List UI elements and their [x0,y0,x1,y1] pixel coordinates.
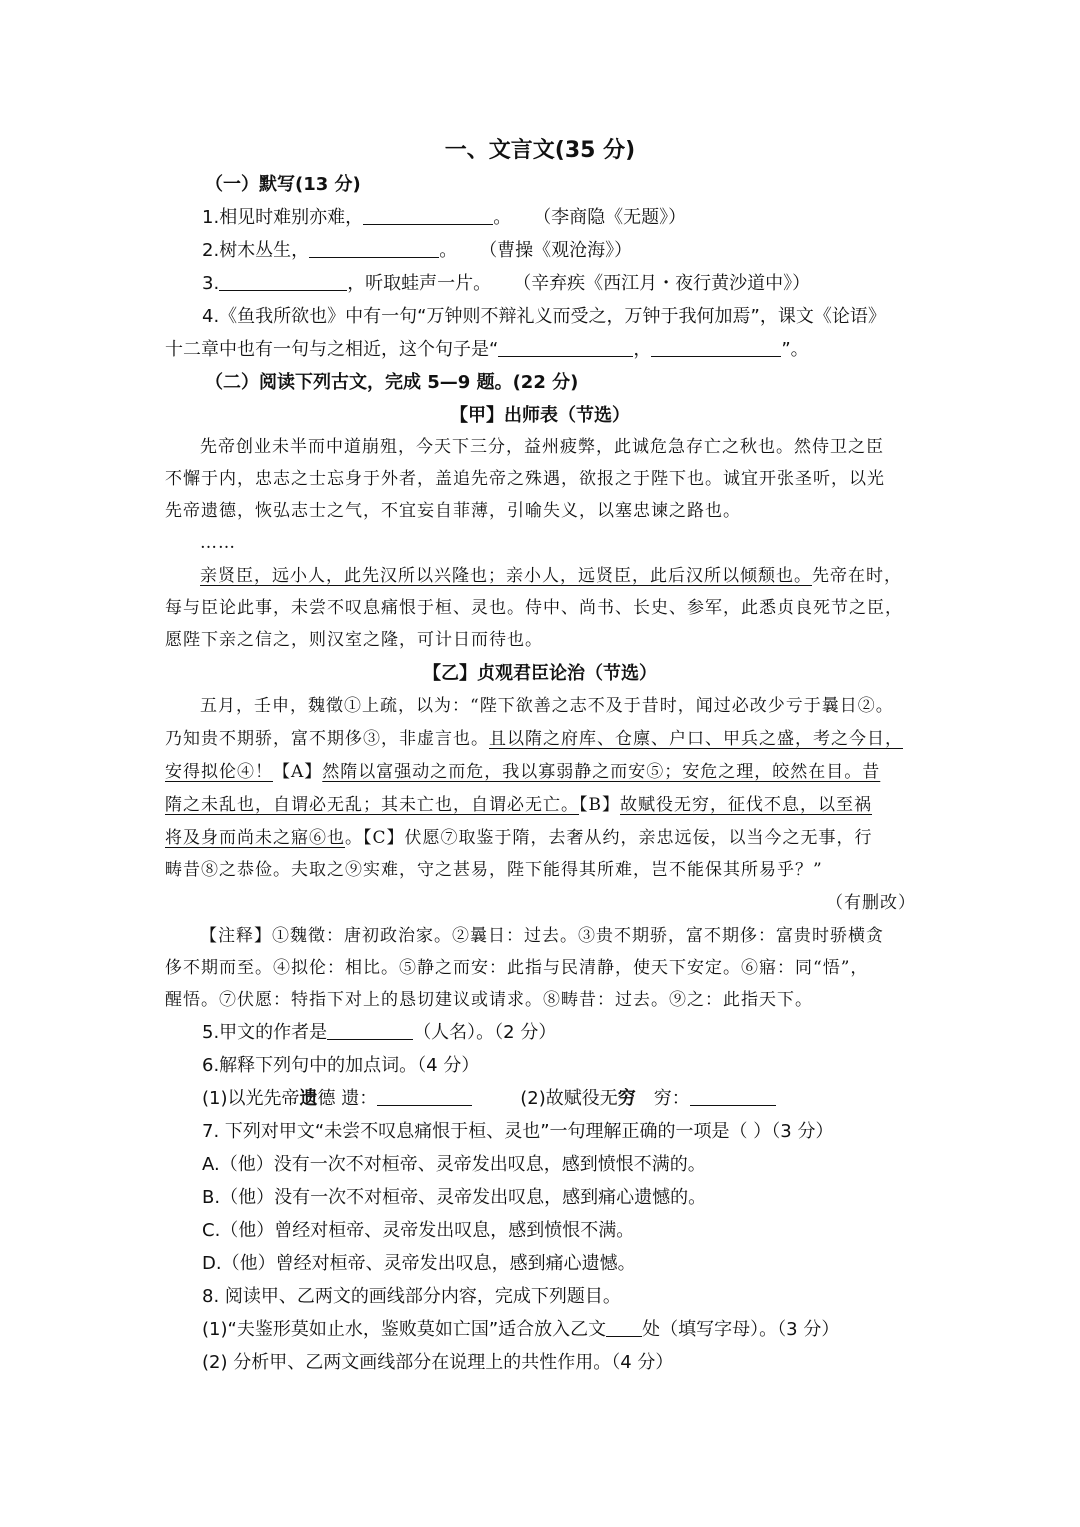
yi-underlined-3: 然隋以富强动之而危，我以寡弱静之而安⑤；安危之理，皎然在目。昔 [322,762,881,782]
annotation-line-3: 醒悟。⑦伏愿：特指下对上的恳切建议或请求。⑧畴昔：过去。⑨之：此指天下。 [165,990,813,1010]
q2-punct: 。 [439,240,458,261]
q1-text: 相见时难别亦难， [219,207,364,228]
marker-a: 【A】 [273,762,323,782]
yi-underlined-2: 安得拟伦④！ [165,762,273,782]
q6a-answer-blank[interactable] [377,1087,472,1106]
question-6-sub [202,1086,776,1112]
question-6: 6.解释下列句中的加点词。（4 分） [202,1055,480,1076]
passage-jia-line-1: 先帝创业未半而中道崩殂，今天下三分，益州疲弊，此诚危急存亡之秋也。然侍卫之臣 [200,437,884,457]
passage-yi-note: （有删改） [826,893,916,913]
passage-jia-para2-line-2: 每与臣论此事，未尝不叹息痛恨于桓、灵也。侍中、尚书、长史、参军，此悉贞良死节之臣， [165,598,903,618]
q3-text: ，听取蛙声一片。 [347,273,492,294]
passage-ellipsis: …… [200,533,236,553]
q8-1-text: (1)“夫鉴形莫如止水，鉴败莫如亡国”适合放入乙文 [202,1319,607,1340]
q2-number: 2. [202,240,220,261]
question-5 [202,1020,556,1046]
q1-number: 1. [202,207,220,228]
q5-points: （人名）。（2 分） [413,1022,557,1043]
passage-yi-line-1: 五月，壬申，魏徵①上疏，以为：“陛下欲善之志不及于昔时，闻过必改少亏于曩日②。 [200,696,894,716]
question-1 [202,205,686,231]
q7-option-b[interactable]: B.（他）没有一次不对桓帝、灵帝发出叹息，感到痛心遗憾的。 [202,1187,707,1208]
q6a-rest: 德 遗： [317,1088,378,1109]
q7-option-a[interactable]: A.（他）没有一次不对桓帝、灵帝发出叹息，感到愤恨不满的。 [202,1154,706,1175]
annotation-line-1: 【注释】①魏徵：唐初政治家。②曩日：过去。③贵不期骄，富不期侈：富贵时骄横贪 [200,926,884,946]
q6b-label: (2)故赋役无 [520,1088,618,1109]
q6a-dotted-word: 遗 [299,1088,318,1109]
q2-text: 树木丛生， [219,240,310,261]
q6b-dotted-word: 穷 [617,1088,636,1109]
q3-answer-blank[interactable] [219,272,347,291]
passage-yi-line-2 [165,726,903,752]
q8-1-answer-blank[interactable] [606,1318,642,1337]
q7-option-d[interactable]: D.（他）曾经对桓帝、灵帝发出叹息，感到痛心遗憾。 [202,1253,636,1274]
q4-text: 十二章中也有一句与之相近，这个句子是“ [165,339,499,360]
question-3 [202,271,810,297]
yi-underlined-4: 隋之未乱也，自谓必无乱；其未亡也，自谓必无亡。 [165,795,579,815]
q1-punct: 。 [493,207,512,228]
annotation-line-2: 侈不期而至。④拟伦：相比。⑤静之而安：此指与民清静，使天下安定。⑥寤：同“悟”， [165,958,869,978]
question-8-sub-2: (2) 分析甲、乙两文画线部分在说理上的共性作用。（4 分） [202,1352,674,1373]
section-heading-reading: （二）阅读下列古文，完成 5—9 题。(22 分) [205,372,579,393]
passage-yi-line-6: 畴昔⑧之恭俭。夫取之⑨实难，守之甚易，陛下能得其所难，岂不能保其所易乎？” [165,860,823,880]
q4-answer-blank-2[interactable] [651,338,781,357]
marker-b: 【B】 [579,795,620,815]
q4-close: ”。 [781,339,809,360]
yi-underlined-1: 且以隋之府库、仓廪、户口、甲兵之盛，考之今日， [489,729,903,749]
q3-source: （辛弃疾《西江月・夜行黄沙道中》） [513,273,811,294]
passage-jia-para2-line-1 [200,563,902,589]
question-2 [202,238,632,264]
underlined-argument-jia: 亲贤臣，远小人，此先汉所以兴隆也；亲小人，远贤臣，此后汉所以倾颓也。 [200,566,812,586]
q5-text: 5.甲文的作者是 [202,1022,328,1043]
section-heading-dictation: （一）默写(13 分) [205,174,361,195]
passage-jia-line-3 [165,498,741,524]
question-8-sub-1 [202,1317,839,1343]
passage-jia-para2-line-3: 愿陛下亲之信之，则汉室之隆，可计日而待也。 [165,630,543,650]
yi-l2-text: 乃知贵不期骄，富不期侈③，非虚言也。 [165,729,489,749]
passage-yi-title: 【乙】贞观君臣论治（节选） [423,663,657,684]
passage-yi-line-5 [165,825,873,851]
question-4-line-1: 4.《鱼我所欲也》中有一句“万钟则不辩礼义而受之，万钟于我何加焉”，课文《论语》 [202,306,886,327]
yi-underlined-5: 故赋役无穷，征伐不息，以至祸 [620,795,872,815]
q4-comma: ， [633,339,652,360]
q6b-answer-blank[interactable] [690,1087,776,1106]
q1-answer-blank[interactable] [363,206,493,225]
page-title: 一、文言文(35 分) [444,138,636,163]
q2-answer-blank[interactable] [309,239,439,258]
q1-source: （李商隐《无题》） [533,207,687,228]
passage-yi-line-4 [165,792,872,818]
q6b-rest: 穷： [635,1088,690,1109]
q2-source: （曹操《观沧海》） [479,240,633,261]
passage-jia-title: 【甲】出师表（节选） [450,405,630,426]
q3-number: 3. [202,273,220,294]
q8-1-points: 处（填写字母）。（3 分） [642,1319,840,1340]
yi-underlined-6: 将及身而尚未之寤⑥也 [165,828,345,848]
question-4-line-2 [165,337,809,363]
q7-option-c[interactable]: C.（他）曾经对桓帝、灵帝发出叹息，感到愤恨不满。 [202,1220,635,1241]
passage-jia-line-2: 不懈于内，忠志之士忘身于外者，盖追先帝之殊遇，欲报之于陛下也。诚宜开张圣听，以光 [165,469,885,489]
passage-jia-line-3-text: 先帝遗德，恢弘志士之气，不宜妄自菲薄，引喻失义，以塞忠谏之路也。 [165,501,741,521]
q5-answer-blank[interactable] [327,1021,413,1040]
q6a-label: (1)以光先帝 [202,1088,300,1109]
yi-l5-rest: 。【C】伏愿⑦取鉴于隋，去奢从约，亲忠远佞，以当今之无事，行 [345,828,873,848]
q4-answer-blank-1[interactable] [498,338,633,357]
question-7: 7. 下列对甲文“未尝不叹息痛恨于桓、灵也”一句理解正确的一项是（ ）（3 分） [202,1121,834,1142]
passage-yi-line-3 [165,759,880,785]
question-8: 8. 阅读甲、乙两文的画线部分内容，完成下列题目。 [202,1286,621,1307]
jia-para2-rest: 先帝在时， [812,566,902,586]
